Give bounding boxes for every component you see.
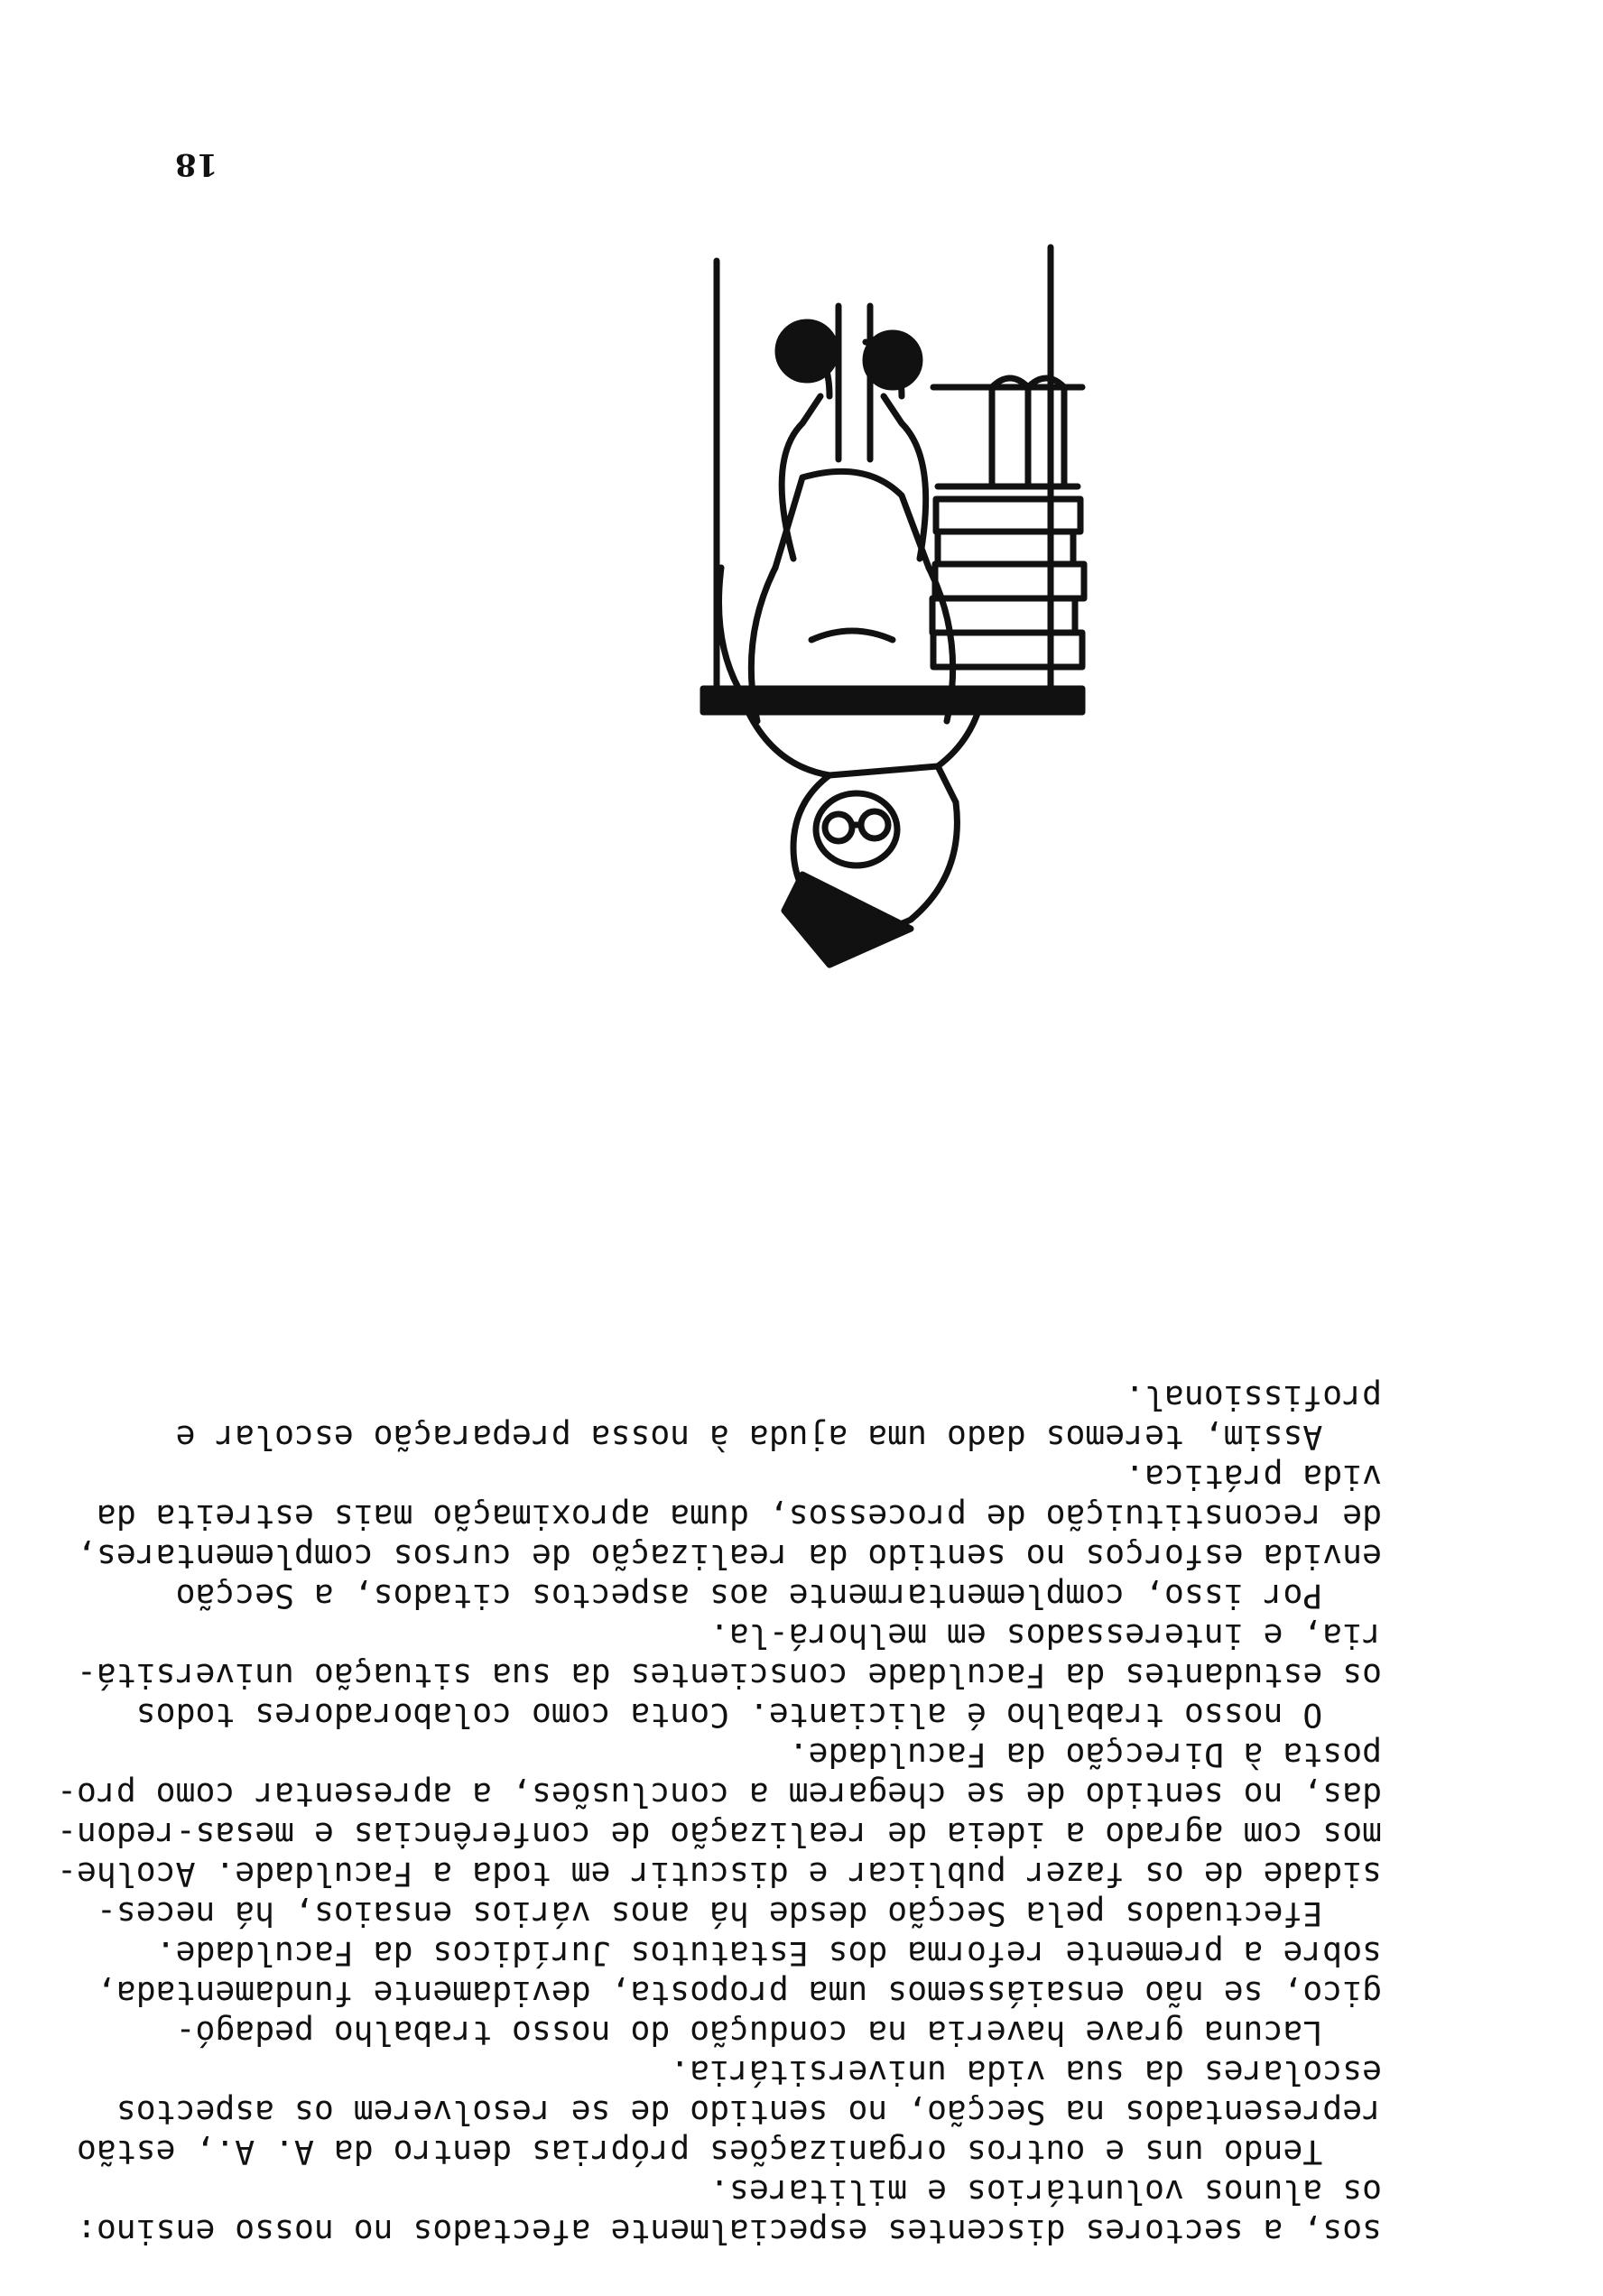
paragraph-line: Assim, teremos dado uma ajuda à nossa preparação escolar e <box>175 1418 1382 1457</box>
student-figure <box>748 306 983 965</box>
paragraph-line: sobre a premente reforma dos Estatutos Jurídicos da Faculdade. <box>155 1934 1382 1973</box>
paragraph-line: gico, se não ensaiássemos uma proposta, devidamente fundamentada, <box>96 1974 1382 2013</box>
paragraph <box>57 1735 1382 1933</box>
paragraph-line: representados na Secção, no sentido de se resolverem os aspectos <box>116 2093 1382 2132</box>
paragraph <box>77 2052 1382 2171</box>
paragraph-line: de reconstituição de processos, duma aproximação mais estreita da <box>96 1497 1382 1536</box>
paragraph-line: Lacuna grave haveria na condução do nosso trabalho pedagó- <box>175 2014 1382 2052</box>
paragraph-line: das, no sentido de se chegarem a conclusões, a apresentar como pro- <box>57 1775 1382 1814</box>
paragraph-intro-line: sos, a sectores discentes especialmente afectados no nosso ensino: <box>77 2212 1382 2251</box>
paragraph-line: O nosso trabalho é aliciante. Conta como colaboradores todos <box>135 1696 1382 1735</box>
paragraph-line: ria, e interessados em melhorá-la. <box>709 1616 1382 1655</box>
paragraph-line: vida prática. <box>1125 1458 1382 1496</box>
paragraph-intro-line: os alunos voluntários e militares. <box>709 2172 1382 2211</box>
paragraph <box>77 1457 1382 1616</box>
paragraph-intro <box>77 2171 1382 2251</box>
paragraph-line: mos com agrado a ideia de realização de conferências e mesas-redon- <box>57 1815 1382 1854</box>
paragraph <box>77 1616 1382 1735</box>
paragraph-line: envida esforços no sentido da realização de cursos complementares, <box>77 1537 1382 1576</box>
student-reading-illustration <box>423 234 1100 1145</box>
paragraph-line: os estudantes da Faculdade conscientes da sua situação universitá- <box>77 1656 1382 1695</box>
paragraph-line: Por isso, complementarmente aos aspectos citados, a Secção <box>175 1577 1382 1616</box>
book-stack <box>932 378 1084 667</box>
paragraph-line: Tendo uns e outros organizações próprias dentro da A. A., estão <box>77 2133 1382 2171</box>
paragraph-line: posta à Direcção da Faculdade. <box>788 1736 1382 1774</box>
paragraph-line: escolares da sua vida universitária. <box>670 2053 1382 2092</box>
paragraph-line: Efectuados pela Secção desde há anos vários ensaios, há neces- <box>96 1894 1382 1933</box>
paragraph <box>87 1377 1382 1457</box>
paragraph-line: sidade de os fazer publicar e discutir em toda a Faculdade. Acolhe- <box>57 1855 1382 1893</box>
paragraph <box>87 1933 1382 2052</box>
paragraph-line: profissional. <box>1125 1378 1382 1417</box>
body-text <box>57 1377 1382 2251</box>
page-number: 18 <box>175 146 218 182</box>
